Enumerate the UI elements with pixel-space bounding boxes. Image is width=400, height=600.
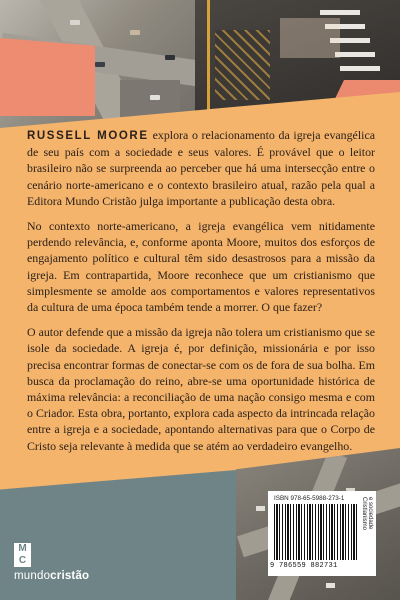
synopsis — [27, 127, 375, 463]
category-label: Cristianismo e sociedade — [361, 497, 373, 531]
car — [70, 20, 80, 25]
car — [326, 583, 335, 588]
isbn-text: ISBN 978-65-5988-273-1 — [274, 495, 345, 502]
car — [256, 506, 265, 511]
author-name: RUSSELL MOORE — [27, 130, 149, 142]
barcode-box — [268, 491, 376, 576]
decorative-shape — [280, 18, 340, 58]
barcode — [274, 504, 358, 560]
synopsis-paragraph-3: O autor defende que a missão da igreja não tolera um cristianismo que se isole da sociedade. A igreja é, por definição, missionária e por isso precisa encontrar formas de conectar-se com os de fora de sua bolha. Em busca da proclamação do reino, abre-se uma oportunidade histórica de máxima relevância: a reconciliação de uma nação consigo mesma e com o Criador. Esta obra, portanto, explora cada aspecto da intrincada relação entre a igreja e a sociedade, apontando alternativas para que o Corpo de Cristo seja relevante à medida que se atém ao verdadeiro evangelho. — [27, 325, 375, 453]
road-marking — [207, 0, 210, 120]
barcode-digits: 9 786559 882731 — [270, 562, 338, 570]
crosswalk-stripe — [320, 10, 360, 15]
car — [165, 55, 175, 60]
car — [150, 95, 160, 100]
crosswalk-stripe — [340, 66, 380, 71]
publisher-name: mundocristão — [14, 570, 90, 582]
decorative-shape — [0, 38, 95, 116]
synopsis-paragraph-1: RUSSELL MOORE explora o relacionamento da igreja evangélica de seu país com a sociedade e seus valores. É provável que o leitor brasileiro não se surpreenda ao perceber que há uma intersecção entre o cenário norte-americano e o contexto brasileiro atual, razão pela qual a Editora Mundo Cristão julga importante a publicação desta obra. — [27, 128, 375, 208]
synopsis-paragraph-2: No contexto norte-americano, a igreja evangélica vem nitidamente perdendo relevância, e, conforme aponta Moore, muitos dos esforços de engajamento político e cultural têm sido desastrosos para a missão da igreja. Em contrapartida, Moore reconhece que um cristianismo que simplesmente se amolde aos comportamentos e valores representativos da cultura de uma época também tende a morrer. O que fazer? — [27, 219, 375, 315]
car — [95, 62, 105, 67]
car — [130, 30, 140, 35]
crosswalk-stripe — [335, 52, 375, 57]
publisher-logo — [14, 543, 134, 588]
grate-pattern — [215, 30, 270, 100]
publisher-mark: M C — [14, 543, 31, 567]
